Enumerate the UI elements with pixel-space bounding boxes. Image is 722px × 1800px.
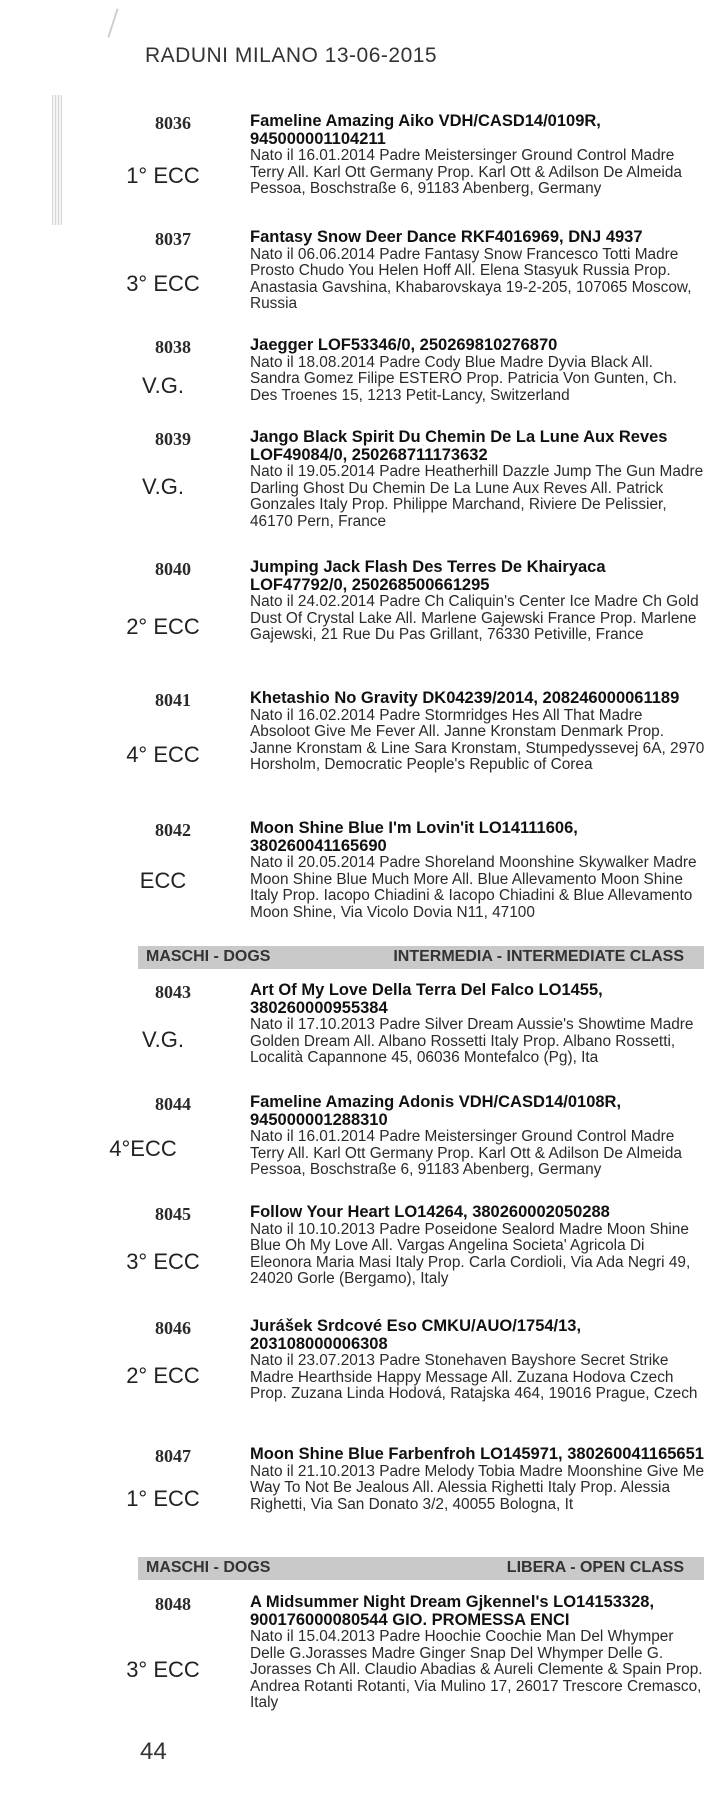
band-class: LIBERA - OPEN CLASS <box>506 1559 684 1576</box>
entry-number: 8045 <box>155 1204 191 1224</box>
entry-number: 8037 <box>155 229 191 249</box>
scan-artifact <box>107 8 118 37</box>
entry-number: 8048 <box>155 1594 191 1614</box>
dog-details: Nato il 17.10.2013 Padre Silver Dream Aussie's Showtime Madre Golden Dream All. Albano Rossetti Italy Prop. Albano Rossetti, Località Capannone 45, 06036 Montefalco (Pg), Ita <box>250 1016 694 1066</box>
dog-details: Nato il 16.02.2014 Padre Stormridges Hes All That Madre Absoloot Give Me Fever All. Janne Kronstam Denmark Prop. Janne Kronstam & Line Sara Kronstam, Stumpedyssevej 6A, 2970 Horsholm, Democratic People's Republic of Corea <box>250 706 705 773</box>
dog-details: Nato il 15.04.2013 Padre Hoochie Coochie Man Del Whymper Delle G.Jorasses Madre Ginger Snap Del Whymper Delle G. Jorasses Ch All. Claudio Abadias & Aureli Clemente & Spain Prop. Andrea Rotanti Rotanti, Via Mulino 17, 26017 Trescore Cremasco, Italy <box>250 1628 703 1711</box>
entry-number: 8038 <box>155 337 191 357</box>
dog-name: Art Of My Love Della Terra Del Falco LO1455, 380260000955384 <box>250 981 603 1017</box>
dog-name: Jurášek Srdcové Eso CMKU/AUO/1754/13, 203108000006308 <box>250 1317 582 1353</box>
entry-result: 1° ECC <box>126 1486 200 1511</box>
dog-details: Nato il 16.01.2014 Padre Meistersinger Ground Control Madre Terry All. Karl Ott Germany Prop. Karl Ott & Adilson De Almeida Pessoa, Boschstraße 6, 91183 Abenberg, Germany <box>250 1128 682 1178</box>
dog-details: Nato il 16.01.2014 Padre Meistersinger Ground Control Madre Terry All. Karl Ott Germany Prop. Karl Ott & Adilson De Almeida Pessoa, Boschstraße 6, 91183 Abenberg, Germany <box>250 147 682 197</box>
dog-details: Nato il 19.05.2014 Padre Heatherhill Dazzle Jump The Gun Madre Darling Ghost Du Chemin De La Lune Aux Reves All. Patrick Gonzales Italy Prop. Philippe Marchand, Riviere De Pelissier, 46170 Pern, France <box>250 463 704 530</box>
band-sex: MASCHI - DOGS <box>146 948 271 965</box>
entry-result: 1° ECC <box>126 163 200 188</box>
dog-name: Khetashio No Gravity DK04239/2014, 208246000061189 <box>250 689 680 707</box>
entry-number: 8047 <box>155 1446 191 1466</box>
dog-details: Nato il 10.10.2013 Padre Poseidone Sealord Madre Moon Shine Blue Oh My Love All. Vargas Angelina Societa' Agricola Di Eleonora Maria Masi Italy Prop. Carla Cordioli, Via Ada Negri 49, 24020 Gorle (Bergamo), Italy <box>250 1220 691 1287</box>
dog-details: Nato il 20.05.2014 Padre Shoreland Moonshine Skywalker Madre Moon Shine Blue Much More All. Blue Allevamento Moon Shine Italy Prop. Iacopo Chiadini & Iacopo Chiadini & Blue Allevamento Moon Shine, Via Vicolo Dovia N11, 47100 <box>250 854 697 921</box>
dog-name: Jumping Jack Flash Des Terres De Khairyaca LOF47792/0, 250268500661295 <box>250 558 606 594</box>
dog-details: Nato il 24.02.2014 Padre Ch Caliquin's Center Ice Madre Ch Gold Dust Of Crystal Lake All. Marlene Gajewski France Prop. Marlene Gajewski, 21 Rue Du Pas Grillant, 76330 Petiville, France <box>250 593 699 643</box>
dog-details: Nato il 06.06.2014 Padre Fantasy Snow Francesco Totti Madre Prosto Chudo You Helen Hoff All. Elena Stasyuk Russia Prop. Anastasia Gavshina, Khabarovskaya 19-2-205, 107065 Moscow, Russia <box>250 245 692 312</box>
entry-number: 8040 <box>155 559 191 579</box>
entry-result: V.G. <box>142 474 184 499</box>
entry-result: 3° ECC <box>126 1249 200 1274</box>
dog-name: Moon Shine Blue Farbenfroh LO145971, 380260041165651 <box>250 1445 704 1463</box>
entry-number: 8044 <box>155 1094 191 1114</box>
page-number: 44 <box>140 1738 167 1765</box>
dog-details: Nato il 21.10.2013 Padre Melody Tobia Madre Moonshine Give Me Way To Not Be Jealous All. Alessia Righetti Italy Prop. Alessia Righetti, Via San Donato 3/2, 40055 Bologna, It <box>250 1462 705 1513</box>
entry-result: 2° ECC <box>126 1363 200 1388</box>
entry-result: 4° ECC <box>126 742 200 767</box>
entry-number: 8046 <box>155 1318 191 1338</box>
entry-number: 8043 <box>155 982 191 1002</box>
scan-artifact <box>52 95 62 225</box>
entry-result: 4°ECC <box>109 1136 177 1161</box>
entry-result: V.G. <box>142 1027 184 1052</box>
entry-result: V.G. <box>142 373 184 398</box>
page-header: RADUNI MILANO 13-06-2015 <box>145 44 438 67</box>
entry-number: 8041 <box>155 690 191 710</box>
dog-name: Follow Your Heart LO14264, 380260002050288 <box>250 1203 610 1221</box>
dog-name: Moon Shine Blue I'm Lovin'it LO14111606, 380260041165690 <box>250 819 578 855</box>
entry-number: 8042 <box>155 820 191 840</box>
class-band <box>138 946 704 969</box>
entry-number: 8036 <box>155 113 191 133</box>
band-sex: MASCHI - DOGS <box>146 1559 271 1576</box>
entry-result: 3° ECC <box>126 1657 200 1682</box>
dog-details: Nato il 23.07.2013 Padre Stonehaven Bayshore Secret Strike Madre Hearthside Happy Message All. Zuzana Hodova Czech Prop. Zuzana Linda Hodová, Ratajska 464, 19016 Prague, Czech <box>250 1352 698 1402</box>
dog-name: A Midsummer Night Dream Gjkennel's LO14153328, 900176000080544 GIO. PROMESSA ENCI <box>250 1593 655 1629</box>
entry-result: 3° ECC <box>126 271 200 296</box>
band-class: INTERMEDIA - INTERMEDIATE CLASS <box>393 948 684 965</box>
dog-name: Fantasy Snow Deer Dance RKF4016969, DNJ 4937 <box>250 228 643 246</box>
dog-details: Nato il 18.08.2014 Padre Cody Blue Madre Dyvia Black All. Sandra Gomez Filipe ESTERO Prop. Patricia Von Gunten, Ch. Des Troenes 15, 1213 Petit-Lancy, Switzerland <box>250 353 677 404</box>
entry-result: ECC <box>139 868 187 893</box>
entry-result: 2° ECC <box>126 614 200 639</box>
dog-name: Fameline Amazing Aiko VDH/CASD14/0109R, 945000001104211 <box>250 112 601 148</box>
entry-number: 8039 <box>155 429 191 449</box>
class-band <box>138 1557 704 1580</box>
dog-name: Jaegger LOF53346/0, 250269810276870 <box>250 336 558 354</box>
dog-name: Fameline Amazing Adonis VDH/CASD14/0108R, 945000001288310 <box>250 1093 622 1129</box>
dog-name: Jango Black Spirit Du Chemin De La Lune Aux Reves LOF49084/0, 250268711173632 <box>250 428 668 464</box>
